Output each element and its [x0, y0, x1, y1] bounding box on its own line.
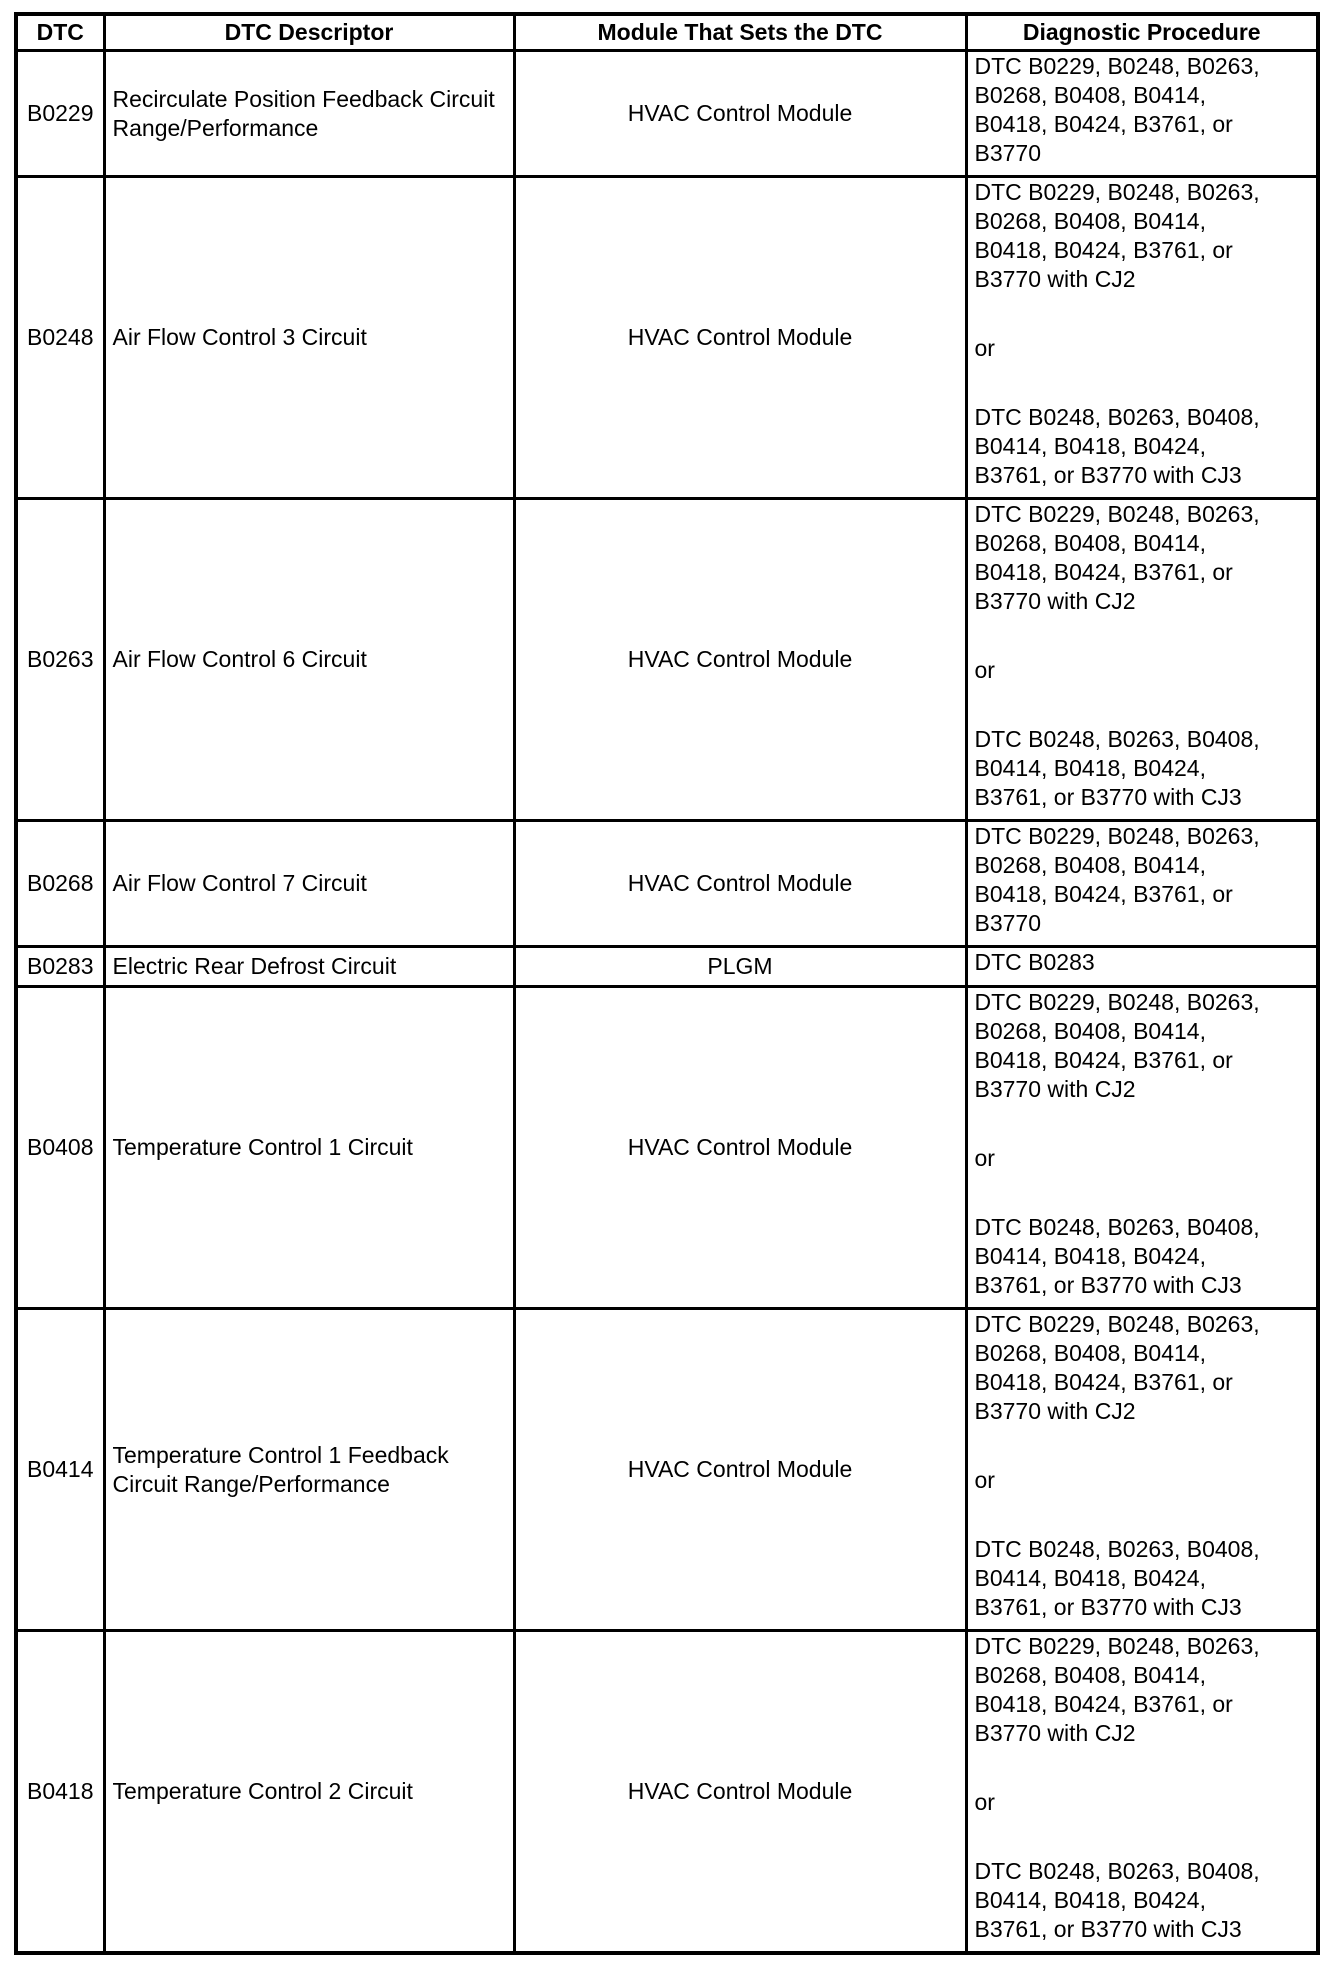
procedure-line: DTC B0229, B0248, B0263, — [974, 501, 1260, 527]
dtc-descriptor-cell: Temperature Control 2 Circuit — [104, 1631, 514, 1953]
module-cell: HVAC Control Module — [514, 499, 966, 821]
procedure-line: B0268, B0408, B0414, — [974, 208, 1206, 234]
procedure-line: B0418, B0424, B3761, or — [974, 1691, 1233, 1717]
procedure-line: B3761, or B3770 with CJ3 — [974, 784, 1242, 810]
procedure-or: or — [974, 335, 995, 361]
procedure-line: B0418, B0424, B3761, or — [974, 237, 1233, 263]
header-diagnostic-procedure: Diagnostic Procedure — [966, 14, 1318, 51]
procedure-line: B0268, B0408, B0414, — [974, 530, 1206, 556]
header-row — [16, 14, 1318, 51]
dtc-table-page — [14, 12, 1316, 1955]
table-row — [16, 947, 1318, 987]
diagnostic-procedure-cell — [966, 1631, 1318, 1953]
module-cell: PLGM — [514, 947, 966, 987]
procedure-line: B0414, B0418, B0424, — [974, 1565, 1206, 1591]
spacer — [975, 616, 1310, 656]
procedure-line: B0418, B0424, B3761, or — [974, 881, 1233, 907]
dtc-code-cell: B0414 — [16, 1309, 104, 1631]
module-cell: HVAC Control Module — [514, 987, 966, 1309]
procedure-line: B3770 with CJ2 — [974, 1720, 1136, 1746]
header-module: Module That Sets the DTC — [514, 14, 966, 51]
procedure-line: B3770 — [974, 910, 1042, 936]
dtc-table — [14, 12, 1320, 1955]
procedure-line: B3770 with CJ2 — [974, 266, 1136, 292]
table-row — [16, 1631, 1318, 1953]
dtc-code-cell: B0408 — [16, 987, 104, 1309]
header-dtc: DTC — [16, 14, 104, 51]
dtc-descriptor-cell: Air Flow Control 3 Circuit — [104, 177, 514, 499]
procedure-line: B3761, or B3770 with CJ3 — [974, 1594, 1242, 1620]
table-row — [16, 1309, 1318, 1631]
spacer — [975, 1817, 1310, 1857]
procedure-line: DTC B0229, B0248, B0263, — [974, 1311, 1260, 1337]
spacer — [975, 1495, 1310, 1535]
procedure-line: B3770 with CJ2 — [974, 1398, 1136, 1424]
dtc-descriptor-cell: Electric Rear Defrost Circuit — [104, 947, 514, 987]
dtc-descriptor-cell: Recirculate Position Feedback Circuit Range/Performance — [104, 51, 514, 177]
spacer — [975, 294, 1310, 334]
module-cell: HVAC Control Module — [514, 821, 966, 947]
spacer — [975, 363, 1310, 403]
procedure-line: B3770 with CJ2 — [974, 588, 1136, 614]
dtc-descriptor-cell: Temperature Control 1 Feedback Circuit Range/Performance — [104, 1309, 514, 1631]
diagnostic-procedure-cell — [966, 177, 1318, 499]
module-cell: HVAC Control Module — [514, 51, 966, 177]
procedure-line: B3761, or B3770 with CJ3 — [974, 1272, 1242, 1298]
diagnostic-procedure-cell — [966, 947, 1318, 987]
procedure-line: B0414, B0418, B0424, — [974, 755, 1206, 781]
diagnostic-procedure-cell — [966, 51, 1318, 177]
procedure-line: DTC B0229, B0248, B0263, — [974, 823, 1260, 849]
table-body — [16, 51, 1318, 1953]
procedure-line: B3761, or B3770 with CJ3 — [974, 462, 1242, 488]
procedure-line: B3770 with CJ2 — [974, 1076, 1136, 1102]
procedure-or: or — [974, 657, 995, 683]
spacer — [975, 1173, 1310, 1213]
header-dtc-descriptor: DTC Descriptor — [104, 14, 514, 51]
procedure-line: DTC B0248, B0263, B0408, — [974, 1858, 1260, 1884]
procedure-or: or — [974, 1467, 995, 1493]
procedure-line: DTC B0229, B0248, B0263, — [974, 53, 1260, 79]
dtc-descriptor-cell: Temperature Control 1 Circuit — [104, 987, 514, 1309]
module-cell: HVAC Control Module — [514, 1631, 966, 1953]
spacer — [975, 1426, 1310, 1466]
table-row — [16, 51, 1318, 177]
procedure-line: B3761, or B3770 with CJ3 — [974, 1916, 1242, 1942]
procedure-line: DTC B0229, B0248, B0263, — [974, 1633, 1260, 1659]
procedure-line: DTC B0248, B0263, B0408, — [974, 404, 1260, 430]
table-row — [16, 177, 1318, 499]
dtc-code-cell: B0283 — [16, 947, 104, 987]
dtc-code-cell: B0248 — [16, 177, 104, 499]
procedure-line: B0418, B0424, B3761, or — [974, 111, 1233, 137]
procedure-line: DTC B0283 — [974, 949, 1095, 975]
table-row — [16, 821, 1318, 947]
procedure-line: DTC B0248, B0263, B0408, — [974, 1214, 1260, 1240]
procedure-line: B3770 — [974, 140, 1042, 166]
dtc-code-cell: B0418 — [16, 1631, 104, 1953]
dtc-descriptor-cell: Air Flow Control 7 Circuit — [104, 821, 514, 947]
procedure-line: DTC B0229, B0248, B0263, — [974, 989, 1260, 1015]
procedure-line: B0414, B0418, B0424, — [974, 1243, 1206, 1269]
procedure-line: DTC B0248, B0263, B0408, — [974, 726, 1260, 752]
diagnostic-procedure-cell — [966, 821, 1318, 947]
procedure-line: B0418, B0424, B3761, or — [974, 559, 1233, 585]
procedure-line: DTC B0248, B0263, B0408, — [974, 1536, 1260, 1562]
table-row — [16, 499, 1318, 821]
dtc-code-cell: B0268 — [16, 821, 104, 947]
dtc-code-cell: B0263 — [16, 499, 104, 821]
procedure-line: B0268, B0408, B0414, — [974, 82, 1206, 108]
procedure-line: B0268, B0408, B0414, — [974, 1018, 1206, 1044]
procedure-line: B0418, B0424, B3761, or — [974, 1047, 1233, 1073]
procedure-or: or — [974, 1145, 995, 1171]
procedure-line: B0268, B0408, B0414, — [974, 1662, 1206, 1688]
diagnostic-procedure-cell — [966, 499, 1318, 821]
procedure-line: B0414, B0418, B0424, — [974, 1887, 1206, 1913]
procedure-line: B0268, B0408, B0414, — [974, 852, 1206, 878]
dtc-code-cell: B0229 — [16, 51, 104, 177]
diagnostic-procedure-cell — [966, 987, 1318, 1309]
procedure-or: or — [974, 1789, 995, 1815]
dtc-descriptor-cell: Air Flow Control 6 Circuit — [104, 499, 514, 821]
procedure-line: B0268, B0408, B0414, — [974, 1340, 1206, 1366]
procedure-line: B0414, B0418, B0424, — [974, 433, 1206, 459]
spacer — [975, 685, 1310, 725]
spacer — [975, 1748, 1310, 1788]
table-row — [16, 987, 1318, 1309]
module-cell: HVAC Control Module — [514, 1309, 966, 1631]
procedure-line: B0418, B0424, B3761, or — [974, 1369, 1233, 1395]
diagnostic-procedure-cell — [966, 1309, 1318, 1631]
spacer — [975, 1104, 1310, 1144]
procedure-line: DTC B0229, B0248, B0263, — [974, 179, 1260, 205]
module-cell: HVAC Control Module — [514, 177, 966, 499]
